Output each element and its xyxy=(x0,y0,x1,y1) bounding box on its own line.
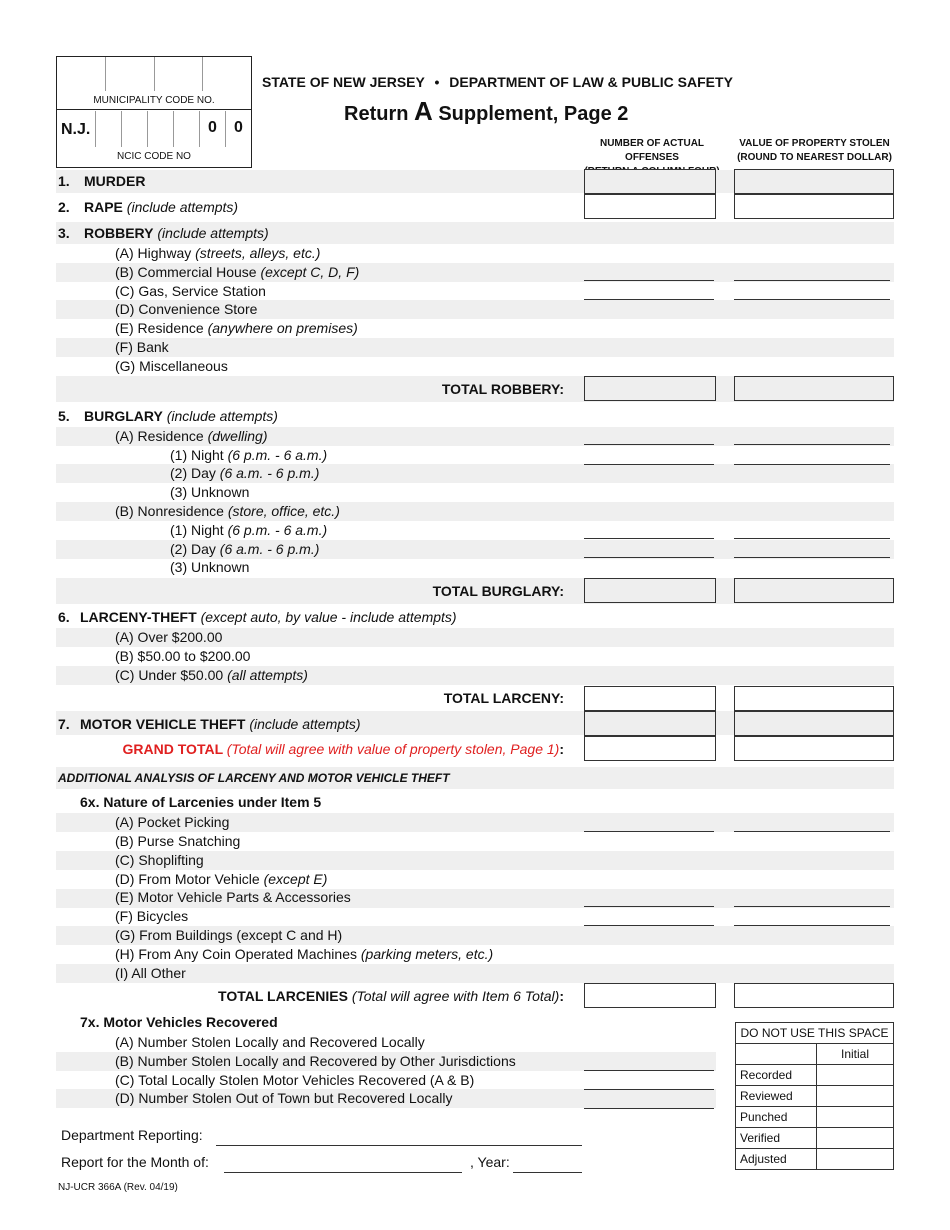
recovered-line[interactable] xyxy=(584,1108,714,1109)
office-row-label: Recorded xyxy=(736,1065,817,1086)
burglary-line[interactable] xyxy=(734,464,890,465)
bullet: • xyxy=(434,74,440,90)
burglary-item: (3) Unknown xyxy=(170,559,250,575)
burglary-item: (A) Residence (dwelling) xyxy=(115,428,268,444)
month-field[interactable] xyxy=(224,1172,462,1173)
month-label: Report for the Month of: xyxy=(61,1154,209,1170)
nature-item: (D) From Motor Vehicle (except E) xyxy=(115,871,328,887)
burglary-item: (1) Night (6 p.m. - 6 a.m.) xyxy=(170,522,328,538)
nature-line[interactable] xyxy=(734,906,890,907)
robbery-row: 3. ROBBERY (include attempts) xyxy=(58,225,269,241)
mvt-value-box[interactable] xyxy=(734,711,894,736)
department-field[interactable] xyxy=(216,1145,582,1146)
nature-item: (F) Bicycles xyxy=(115,908,189,924)
total-larceny-label: TOTAL LARCENY: xyxy=(443,690,564,706)
office-row-label: Punched xyxy=(736,1107,817,1128)
nature-item: (H) From Any Coin Operated Machines (parking meters, etc.) xyxy=(115,946,494,962)
form-id: NJ-UCR 366A (Rev. 04/19) xyxy=(58,1182,178,1193)
robbery-item: (C) Gas, Service Station xyxy=(115,283,266,299)
nature-item: (B) Purse Snatching xyxy=(115,833,241,849)
robbery-line[interactable] xyxy=(734,299,890,300)
nature-line[interactable] xyxy=(584,925,714,926)
nature-item: (E) Motor Vehicle Parts & Accessories xyxy=(115,889,351,905)
municipality-code-label: MUNICIPALITY CODE NO. xyxy=(93,95,215,106)
total-larcenies-offenses-box[interactable] xyxy=(584,983,716,1008)
mvt-offenses-box[interactable] xyxy=(584,711,716,736)
total-burglary-value-box[interactable] xyxy=(734,578,894,603)
agency: STATE OF NEW JERSEY xyxy=(262,74,425,90)
larceny-row: 6. LARCENY-THEFT (except auto, by value - include attempts) xyxy=(58,609,457,625)
grand-total-label: GRAND TOTAL (Total will agree with value of property stolen, Page 1): xyxy=(122,741,564,757)
burglary-item: (1) Night (6 p.m. - 6 a.m.) xyxy=(170,447,328,463)
nature-item: (G) From Buildings (except C and H) xyxy=(115,927,343,943)
nature-line[interactable] xyxy=(734,831,890,832)
grand-total-offenses-box[interactable] xyxy=(584,736,716,761)
burglary-item: (2) Day (6 a.m. - 6 p.m.) xyxy=(170,465,320,481)
office-use-title: DO NOT USE THIS SPACE xyxy=(736,1023,894,1044)
recovered-line[interactable] xyxy=(584,1070,714,1071)
robbery-line[interactable] xyxy=(734,280,890,281)
larceny-item: (C) Under $50.00 (all attempts) xyxy=(115,667,308,683)
robbery-item: (G) Miscellaneous xyxy=(115,358,228,374)
code-box xyxy=(56,56,252,168)
robbery-line[interactable] xyxy=(584,280,714,281)
robbery-item: (F) Bank xyxy=(115,339,169,355)
murder-value-box[interactable] xyxy=(734,169,894,194)
ncic-code-label: NCIC CODE NO xyxy=(117,151,191,162)
larceny-item: (B) $50.00 to $200.00 xyxy=(115,648,251,664)
mvt-row: 7. MOTOR VEHICLE THEFT (include attempts) xyxy=(58,716,361,732)
recovered-item: (C) Total Locally Stolen Motor Vehicles Recovered (A & B) xyxy=(115,1072,475,1088)
robbery-item: (B) Commercial House (except C, D, F) xyxy=(115,264,360,280)
total-robbery-value-box[interactable] xyxy=(734,376,894,401)
recovered-line[interactable] xyxy=(584,1089,714,1090)
total-robbery-offenses-box[interactable] xyxy=(584,376,716,401)
nature-item: (C) Shoplifting xyxy=(115,852,204,868)
office-row-label: Adjusted xyxy=(736,1149,817,1170)
rape-row: 2. RAPE (include attempts) xyxy=(58,199,239,215)
burglary-item: (2) Day (6 a.m. - 6 p.m.) xyxy=(170,541,320,557)
municipality-code-cells[interactable] xyxy=(57,57,251,91)
burglary-line[interactable] xyxy=(584,557,714,558)
burglary-line[interactable] xyxy=(584,464,714,465)
additional-analysis-heading: ADDITIONAL ANALYSIS OF LARCENY AND MOTOR VEHICLE THEFT xyxy=(58,771,450,785)
office-use-table xyxy=(735,1022,894,1170)
ncic-digit: 0 xyxy=(199,111,225,147)
office-row-label: Verified xyxy=(736,1128,817,1149)
office-row-label: Reviewed xyxy=(736,1086,817,1107)
burglary-line[interactable] xyxy=(584,444,714,445)
robbery-item: (E) Residence (anywhere on premises) xyxy=(115,320,358,336)
murder-row: 1. MURDER xyxy=(58,173,146,189)
rape-value-box[interactable] xyxy=(734,194,894,219)
nj-label: N.J. xyxy=(61,121,91,138)
total-robbery-label: TOTAL ROBBERY: xyxy=(441,381,564,397)
ncic-code-cells[interactable] xyxy=(95,111,251,147)
total-larceny-value-box[interactable] xyxy=(734,686,894,711)
department-label: Department Reporting: xyxy=(61,1127,203,1143)
robbery-item: (D) Convenience Store xyxy=(115,301,258,317)
agency-line xyxy=(262,74,733,90)
total-larcenies-label: TOTAL LARCENIES (Total will agree with Item 6 Total): xyxy=(218,988,564,1004)
page-title: Return A Supplement, Page 2 xyxy=(344,96,629,126)
year-label: , Year: xyxy=(470,1154,510,1170)
offenses-column-header: NUMBER OF ACTUAL OFFENSES xyxy=(599,138,705,163)
burglary-item: (B) Nonresidence (store, office, etc.) xyxy=(115,503,340,519)
recovered-item: (B) Number Stolen Locally and Recovered by Other Jurisdictions xyxy=(115,1053,516,1069)
larceny-item: (A) Over $200.00 xyxy=(115,629,223,645)
robbery-line[interactable] xyxy=(584,299,714,300)
grand-total-value-box[interactable] xyxy=(734,736,894,761)
recovered-item: (D) Number Stolen Out of Town but Recovered Locally xyxy=(115,1090,453,1106)
ncic-digit: 0 xyxy=(225,111,251,147)
total-larcenies-value-box[interactable] xyxy=(734,983,894,1008)
year-field[interactable] xyxy=(513,1172,582,1173)
value-column-header: VALUE OF PROPERTY STOLEN (ROUND TO NEAREST DOLLAR) xyxy=(737,138,892,163)
nature-line[interactable] xyxy=(734,925,890,926)
robbery-item: (A) Highway (streets, alleys, etc.) xyxy=(115,245,321,261)
initial-header: Initial xyxy=(817,1044,894,1065)
recovered-item: (A) Number Stolen Locally and Recovered Locally xyxy=(115,1034,425,1050)
total-burglary-label: TOTAL BURGLARY: xyxy=(432,583,564,599)
department: DEPARTMENT OF LAW & PUBLIC SAFETY xyxy=(449,74,733,90)
nature-heading: 6x. Nature of Larcenies under Item 5 xyxy=(80,794,322,810)
nature-line[interactable] xyxy=(584,831,714,832)
recovered-heading: 7x. Motor Vehicles Recovered xyxy=(80,1014,278,1030)
total-burglary-offenses-box[interactable] xyxy=(584,578,716,603)
rape-offenses-box[interactable] xyxy=(584,194,716,219)
nature-line[interactable] xyxy=(584,906,714,907)
burglary-line[interactable] xyxy=(734,444,890,445)
total-larceny-offenses-box[interactable] xyxy=(584,686,716,711)
burglary-item: (3) Unknown xyxy=(170,484,250,500)
burglary-line[interactable] xyxy=(584,538,714,539)
nature-item: (I) All Other xyxy=(115,965,186,981)
nature-item: (A) Pocket Picking xyxy=(115,814,230,830)
burglary-line[interactable] xyxy=(734,538,890,539)
murder-offenses-box[interactable] xyxy=(584,169,716,194)
burglary-line[interactable] xyxy=(734,557,890,558)
burglary-row: 5. BURGLARY (include attempts) xyxy=(58,408,278,424)
